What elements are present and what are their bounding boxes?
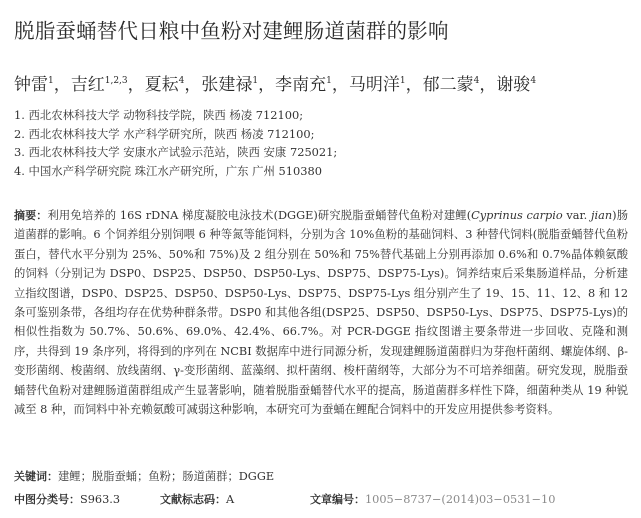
doc-code: [160, 491, 234, 507]
abstract-label: 摘要：: [14, 209, 48, 222]
author-affiliation-mark: 1: [399, 76, 406, 86]
author: [423, 75, 497, 95]
abstract: [14, 206, 628, 419]
clc-label: 中图分类号：: [14, 493, 80, 506]
author-separator: ，: [53, 75, 71, 95]
author-separator: ，: [127, 75, 145, 95]
author: [201, 75, 275, 95]
author-name: 夏耘: [144, 75, 179, 95]
keywords: [14, 468, 631, 484]
species-var: var.: [562, 209, 591, 222]
author-separator: ，: [479, 75, 497, 95]
affiliation-item: 4. 中国水产科学研究院 珠江水产研究所，广东 广州 510380: [14, 164, 323, 179]
doc-label: 文献标志码：: [160, 493, 226, 506]
author-separator: ，: [184, 75, 202, 95]
affiliation-item: 2. 西北农林科技大学 水产科学研究所，陕西 杨凌 712100;: [14, 126, 315, 141]
article-value: 1005−8737−(2014)03−0531−10: [365, 493, 556, 506]
author-name: 张建禄: [201, 75, 253, 95]
author-affiliation-mark: 4: [530, 76, 537, 86]
keywords-label: 关键词：: [14, 470, 58, 483]
affiliation-item: 3. 西北农林科技大学 安康水产试验示范站，陕西 安康 725021;: [14, 145, 338, 160]
author-name: 钟雷: [14, 75, 48, 95]
author-name: 吉红: [70, 75, 105, 95]
species-name: Cyprinus carpio: [471, 209, 563, 222]
author: [496, 75, 536, 95]
author-separator: ，: [258, 75, 276, 95]
abstract-text-1: 利用免培养的 16S rDNA 梯度凝胶电泳技术(DGGE)研究脱脂蚕蛹替代鱼粉对建鲤(: [47, 209, 472, 222]
author-name: 李南充: [275, 75, 327, 95]
author-affiliation-mark: 1: [252, 76, 259, 86]
author-separator: ，: [331, 75, 349, 95]
keywords-value: 建鲤；脱脂蚕蛹；鱼粉；肠道菌群；DGGE: [58, 470, 275, 483]
species-variety: jian: [591, 209, 613, 222]
author-list: [14, 70, 631, 95]
paper-title: 脱脂蚕蛹替代日粮中鱼粉对建鲤肠道菌群的影响: [14, 19, 449, 43]
author-affiliation-mark: 1: [326, 76, 332, 86]
doc-value: A: [226, 493, 235, 506]
author-affiliation-mark: 1: [48, 76, 54, 86]
author: [14, 75, 71, 95]
affiliation-item: 1. 西北农林科技大学 动物科技学院，陕西 杨凌 712100;: [14, 108, 304, 122]
author-affiliation-mark: 4: [473, 76, 480, 86]
author-name: 马明洋: [348, 75, 400, 95]
author-name: 谢骏: [496, 75, 531, 95]
article-number: [310, 491, 555, 507]
author-separator: ，: [405, 75, 423, 95]
author: [145, 75, 202, 95]
author-affiliation-mark: 4: [178, 76, 185, 86]
affiliation-list: [14, 106, 631, 181]
abstract-text-2: )肠道菌群的影响。6 个饲养组分别饲喂 6 种等氮等能饲料，分别为含 10%鱼粉的基础饲料、3 种替代饲料(脱脂蚕蛹替代鱼粉蛋白，替代水平分别为 25%、50%和 75%)及 2 组分别在 50%和 75%替代基础上分别再添加 0.6%和 0.7%晶体赖氨酸的饲料（分别记为 DSP0、DSP25、DSP50、DSP50-Lys、DSP75、DSP75-Lys)。饲养结束后采集肠道样品，分析建立指纹图谱，DSP0、DSP25、DSP50、DSP50-Lys、DSP75、DSP75-Lys 组分别产生了 19、15、11、12、8 和 12 条可鉴别条带，各组均存在优势种群条带。DSP0 和其他各组(DSP25、DSP50、DSP50-Lys、DSP75、DSP75-Lys)的相似性指数为 50.7%、50.6%、69.0%、42.4%、66.7%。对 PCR-DGGE 指纹图谱主要条带进一步回收、克隆和测序，共得到 19 条序列，将得到的序列在 NCBI 数据库中进行同源分析，发现建鲤肠道菌群归为芽孢杆菌纲、螺旋体纲、β-变形菌纲、梭菌纲、放线菌纲、γ-变形菌纲、蓝藻纲、拟杆菌纲、梭杆菌纲等，大部分为不可培养细菌。研究发现，脱脂蚕蛹替代鱼粉对建鲤肠道菌群组成产生显著影响，随着脱脂蚕蛹替代水平的提高，肠道菌群多样性下降，细菌种类从 19 种锐减至 8 种，而饲料中补充赖氨酸可减弱这种影响，本研究可为蚕蛹在鲤配合饲料中的开发应用提供参考资料。: [14, 209, 629, 417]
clc-number: [14, 491, 120, 507]
author: [71, 75, 145, 95]
author-name: 郁二蒙: [422, 75, 474, 95]
author: [275, 75, 349, 95]
author-affiliation-mark: 1,2,3: [104, 76, 128, 86]
author: [349, 75, 423, 95]
clc-value: S963.3: [80, 493, 121, 506]
article-label: 文章编号：: [310, 493, 365, 506]
